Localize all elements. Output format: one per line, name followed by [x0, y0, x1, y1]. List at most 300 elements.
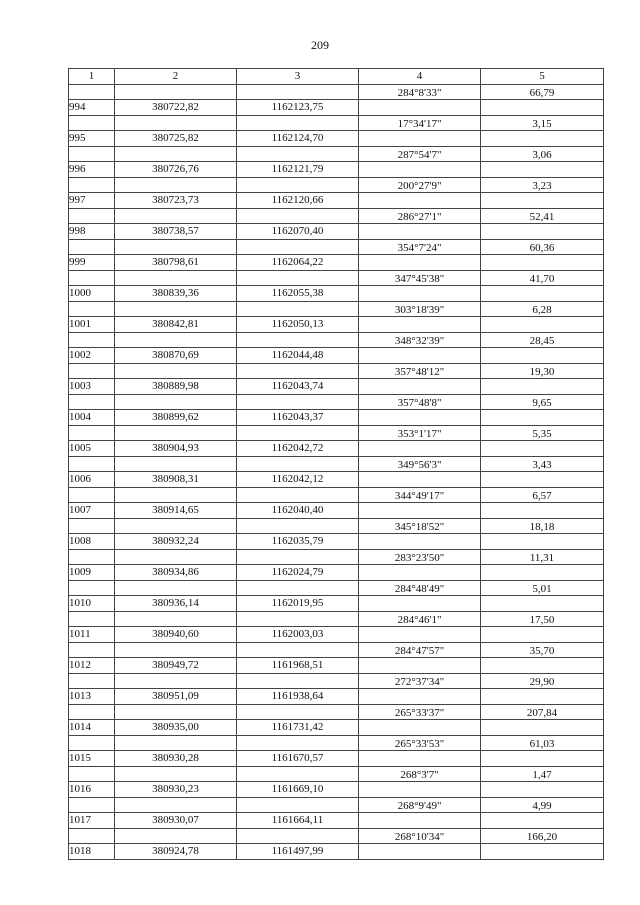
- cell-point-number: [69, 394, 115, 410]
- table-row: [69, 270, 604, 286]
- cell-y-coordinate: 1162044,48: [237, 348, 359, 364]
- table-row: [69, 146, 604, 162]
- cell-direction-angle: 287°54'7": [359, 146, 481, 162]
- cell-distance: [481, 658, 604, 674]
- cell-x-coordinate: [115, 580, 237, 596]
- cell-point-number: [69, 239, 115, 255]
- table-row: [69, 813, 604, 829]
- cell-direction-angle: [359, 410, 481, 426]
- cell-distance: [481, 565, 604, 581]
- cell-direction-angle: [359, 317, 481, 333]
- cell-x-coordinate: 380842,81: [115, 317, 237, 333]
- cell-y-coordinate: [237, 766, 359, 782]
- table-row: [69, 332, 604, 348]
- cell-direction-angle: 349°56'3": [359, 456, 481, 472]
- table-row: [69, 456, 604, 472]
- cell-y-coordinate: [237, 549, 359, 565]
- cell-y-coordinate: [237, 270, 359, 286]
- cell-direction-angle: 357°48'8": [359, 394, 481, 410]
- cell-x-coordinate: 380722,82: [115, 100, 237, 116]
- cell-x-coordinate: 380726,76: [115, 162, 237, 178]
- cell-x-coordinate: [115, 270, 237, 286]
- cell-y-coordinate: [237, 115, 359, 131]
- cell-distance: [481, 472, 604, 488]
- cell-x-coordinate: 380930,07: [115, 813, 237, 829]
- cell-point-number: 1014: [69, 720, 115, 736]
- cell-x-coordinate: [115, 549, 237, 565]
- table-row: [69, 239, 604, 255]
- table-row: [69, 84, 604, 100]
- table-row: [69, 658, 604, 674]
- cell-x-coordinate: 380899,62: [115, 410, 237, 426]
- cell-distance: [481, 782, 604, 798]
- table-row: [69, 565, 604, 581]
- table-row: [69, 224, 604, 240]
- cell-distance: 3,15: [481, 115, 604, 131]
- table-row: [69, 534, 604, 550]
- cell-y-coordinate: [237, 177, 359, 193]
- cell-direction-angle: 348°32'39": [359, 332, 481, 348]
- cell-point-number: 998: [69, 224, 115, 240]
- cell-direction-angle: [359, 658, 481, 674]
- cell-y-coordinate: 1162024,79: [237, 565, 359, 581]
- table-row: [69, 317, 604, 333]
- cell-direction-angle: [359, 627, 481, 643]
- cell-direction-angle: [359, 441, 481, 457]
- table-row: [69, 301, 604, 317]
- cell-direction-angle: [359, 782, 481, 798]
- cell-distance: 19,30: [481, 363, 604, 379]
- cell-x-coordinate: [115, 146, 237, 162]
- cell-direction-angle: 283°23'50": [359, 549, 481, 565]
- cell-direction-angle: 17°34'17": [359, 115, 481, 131]
- cell-point-number: [69, 704, 115, 720]
- table-row: [69, 177, 604, 193]
- cell-point-number: [69, 797, 115, 813]
- cell-point-number: [69, 115, 115, 131]
- cell-x-coordinate: 380723,73: [115, 193, 237, 209]
- cell-x-coordinate: 380908,31: [115, 472, 237, 488]
- cell-x-coordinate: [115, 394, 237, 410]
- cell-point-number: 994: [69, 100, 115, 116]
- cell-direction-angle: [359, 751, 481, 767]
- cell-y-coordinate: 1162019,95: [237, 596, 359, 612]
- cell-direction-angle: 272°37'34": [359, 673, 481, 689]
- cell-point-number: [69, 425, 115, 441]
- cell-point-number: [69, 84, 115, 100]
- cell-distance: [481, 131, 604, 147]
- cell-distance: 6,28: [481, 301, 604, 317]
- cell-distance: 1,47: [481, 766, 604, 782]
- cell-direction-angle: 357°48'12": [359, 363, 481, 379]
- cell-direction-angle: [359, 844, 481, 860]
- cell-distance: [481, 410, 604, 426]
- cell-direction-angle: 286°27'1": [359, 208, 481, 224]
- table-row: [69, 720, 604, 736]
- table-row: [69, 162, 604, 178]
- table-row: [69, 704, 604, 720]
- cell-distance: 166,20: [481, 828, 604, 844]
- cell-direction-angle: [359, 565, 481, 581]
- cell-distance: [481, 689, 604, 705]
- cell-x-coordinate: [115, 115, 237, 131]
- table-row: [69, 487, 604, 503]
- cell-direction-angle: 268°3'7": [359, 766, 481, 782]
- table-row: [69, 100, 604, 116]
- table-row: [69, 379, 604, 395]
- cell-direction-angle: 344°49'17": [359, 487, 481, 503]
- cell-direction-angle: 268°9'49": [359, 797, 481, 813]
- cell-y-coordinate: [237, 735, 359, 751]
- cell-point-number: 995: [69, 131, 115, 147]
- cell-x-coordinate: 380935,00: [115, 720, 237, 736]
- cell-direction-angle: 345°18'52": [359, 518, 481, 534]
- cell-distance: [481, 627, 604, 643]
- cell-x-coordinate: [115, 611, 237, 627]
- table-row: [69, 673, 604, 689]
- page-number: 209: [311, 38, 329, 52]
- cell-y-coordinate: 1162050,13: [237, 317, 359, 333]
- cell-point-number: 1001: [69, 317, 115, 333]
- cell-x-coordinate: [115, 208, 237, 224]
- cell-y-coordinate: 1162043,74: [237, 379, 359, 395]
- cell-x-coordinate: [115, 177, 237, 193]
- cell-x-coordinate: 380924,78: [115, 844, 237, 860]
- cell-y-coordinate: 1162123,75: [237, 100, 359, 116]
- cell-distance: [481, 255, 604, 271]
- cell-x-coordinate: [115, 363, 237, 379]
- cell-distance: 52,41: [481, 208, 604, 224]
- cell-distance: [481, 844, 604, 860]
- cell-distance: 35,70: [481, 642, 604, 658]
- cell-point-number: [69, 363, 115, 379]
- cell-direction-angle: 284°8'33": [359, 84, 481, 100]
- table-row: [69, 797, 604, 813]
- cell-y-coordinate: 1162042,72: [237, 441, 359, 457]
- table-row: [69, 255, 604, 271]
- cell-x-coordinate: 380930,28: [115, 751, 237, 767]
- cell-y-coordinate: [237, 518, 359, 534]
- cell-direction-angle: 284°48'49": [359, 580, 481, 596]
- table-body: [69, 84, 604, 859]
- cell-distance: [481, 286, 604, 302]
- cell-point-number: 1017: [69, 813, 115, 829]
- cell-y-coordinate: 1162035,79: [237, 534, 359, 550]
- table-row: [69, 425, 604, 441]
- cell-point-number: [69, 456, 115, 472]
- cell-y-coordinate: [237, 84, 359, 100]
- cell-y-coordinate: [237, 611, 359, 627]
- cell-x-coordinate: 380798,61: [115, 255, 237, 271]
- cell-direction-angle: [359, 503, 481, 519]
- cell-distance: [481, 224, 604, 240]
- cell-point-number: [69, 332, 115, 348]
- cell-point-number: 1007: [69, 503, 115, 519]
- table-row: [69, 503, 604, 519]
- table-row: [69, 596, 604, 612]
- cell-x-coordinate: 380936,14: [115, 596, 237, 612]
- cell-x-coordinate: [115, 301, 237, 317]
- cell-y-coordinate: 1161968,51: [237, 658, 359, 674]
- cell-x-coordinate: 380839,36: [115, 286, 237, 302]
- cell-y-coordinate: 1161669,10: [237, 782, 359, 798]
- cell-y-coordinate: [237, 425, 359, 441]
- cell-point-number: [69, 208, 115, 224]
- cell-point-number: 1016: [69, 782, 115, 798]
- column-header-y: 3: [237, 69, 359, 85]
- cell-point-number: 1009: [69, 565, 115, 581]
- table-row: [69, 208, 604, 224]
- cell-y-coordinate: [237, 239, 359, 255]
- cell-x-coordinate: 380889,98: [115, 379, 237, 395]
- cell-y-coordinate: 1162070,40: [237, 224, 359, 240]
- cell-y-coordinate: [237, 828, 359, 844]
- table-row: [69, 115, 604, 131]
- table-row: [69, 518, 604, 534]
- cell-point-number: 999: [69, 255, 115, 271]
- cell-y-coordinate: 1162121,79: [237, 162, 359, 178]
- cell-distance: [481, 379, 604, 395]
- cell-point-number: 1005: [69, 441, 115, 457]
- cell-distance: 60,36: [481, 239, 604, 255]
- cell-distance: 5,01: [481, 580, 604, 596]
- table-row: [69, 394, 604, 410]
- cell-distance: 17,50: [481, 611, 604, 627]
- cell-x-coordinate: [115, 766, 237, 782]
- column-header-angle: 4: [359, 69, 481, 85]
- cell-distance: 3,23: [481, 177, 604, 193]
- cell-distance: 4,99: [481, 797, 604, 813]
- table-row: [69, 580, 604, 596]
- cell-x-coordinate: 380738,57: [115, 224, 237, 240]
- cell-direction-angle: 353°1'17": [359, 425, 481, 441]
- cell-direction-angle: 268°10'34": [359, 828, 481, 844]
- cell-point-number: 1015: [69, 751, 115, 767]
- cell-y-coordinate: [237, 704, 359, 720]
- table-row: [69, 472, 604, 488]
- coordinates-table: [68, 68, 604, 860]
- cell-distance: 6,57: [481, 487, 604, 503]
- cell-x-coordinate: 380930,23: [115, 782, 237, 798]
- cell-distance: 3,43: [481, 456, 604, 472]
- cell-distance: [481, 348, 604, 364]
- cell-x-coordinate: [115, 239, 237, 255]
- cell-y-coordinate: [237, 673, 359, 689]
- cell-x-coordinate: 380934,86: [115, 565, 237, 581]
- cell-x-coordinate: [115, 642, 237, 658]
- cell-x-coordinate: [115, 332, 237, 348]
- cell-y-coordinate: [237, 580, 359, 596]
- cell-point-number: 1006: [69, 472, 115, 488]
- cell-y-coordinate: 1162120,66: [237, 193, 359, 209]
- cell-distance: [481, 813, 604, 829]
- table-row: [69, 441, 604, 457]
- cell-x-coordinate: [115, 456, 237, 472]
- cell-distance: [481, 503, 604, 519]
- cell-distance: 9,65: [481, 394, 604, 410]
- cell-y-coordinate: 1161938,64: [237, 689, 359, 705]
- cell-distance: [481, 193, 604, 209]
- cell-x-coordinate: 380951,09: [115, 689, 237, 705]
- cell-point-number: 1003: [69, 379, 115, 395]
- cell-point-number: [69, 177, 115, 193]
- table-row: [69, 689, 604, 705]
- column-header-distance: 5: [481, 69, 604, 85]
- cell-y-coordinate: 1162003,03: [237, 627, 359, 643]
- cell-direction-angle: [359, 472, 481, 488]
- cell-direction-angle: [359, 255, 481, 271]
- cell-distance: [481, 751, 604, 767]
- cell-distance: 11,31: [481, 549, 604, 565]
- cell-direction-angle: 200°27'9": [359, 177, 481, 193]
- cell-point-number: 997: [69, 193, 115, 209]
- cell-distance: 5,35: [481, 425, 604, 441]
- cell-y-coordinate: [237, 487, 359, 503]
- cell-point-number: [69, 270, 115, 286]
- cell-x-coordinate: [115, 84, 237, 100]
- cell-x-coordinate: 380725,82: [115, 131, 237, 147]
- cell-direction-angle: [359, 193, 481, 209]
- cell-y-coordinate: 1162040,40: [237, 503, 359, 519]
- cell-point-number: 1004: [69, 410, 115, 426]
- cell-distance: 41,70: [481, 270, 604, 286]
- cell-point-number: [69, 549, 115, 565]
- cell-x-coordinate: 380949,72: [115, 658, 237, 674]
- cell-direction-angle: [359, 348, 481, 364]
- cell-point-number: [69, 673, 115, 689]
- cell-distance: 3,06: [481, 146, 604, 162]
- cell-y-coordinate: 1162124,70: [237, 131, 359, 147]
- cell-point-number: [69, 611, 115, 627]
- cell-distance: 18,18: [481, 518, 604, 534]
- cell-x-coordinate: [115, 735, 237, 751]
- cell-direction-angle: [359, 162, 481, 178]
- cell-x-coordinate: [115, 487, 237, 503]
- cell-point-number: [69, 642, 115, 658]
- cell-distance: 207,84: [481, 704, 604, 720]
- cell-direction-angle: [359, 596, 481, 612]
- cell-direction-angle: 265°33'37": [359, 704, 481, 720]
- cell-direction-angle: [359, 131, 481, 147]
- cell-distance: 61,03: [481, 735, 604, 751]
- cell-point-number: [69, 735, 115, 751]
- cell-distance: [481, 720, 604, 736]
- cell-point-number: 1000: [69, 286, 115, 302]
- table-row: [69, 735, 604, 751]
- table-row: [69, 286, 604, 302]
- cell-direction-angle: 303°18'39": [359, 301, 481, 317]
- cell-direction-angle: 284°46'1": [359, 611, 481, 627]
- table-row: [69, 410, 604, 426]
- cell-point-number: 1010: [69, 596, 115, 612]
- cell-y-coordinate: [237, 642, 359, 658]
- table-row: [69, 193, 604, 209]
- cell-y-coordinate: [237, 363, 359, 379]
- cell-point-number: [69, 580, 115, 596]
- cell-y-coordinate: [237, 332, 359, 348]
- cell-distance: 29,90: [481, 673, 604, 689]
- cell-distance: [481, 441, 604, 457]
- cell-point-number: 1012: [69, 658, 115, 674]
- cell-y-coordinate: [237, 208, 359, 224]
- cell-direction-angle: [359, 720, 481, 736]
- cell-point-number: 996: [69, 162, 115, 178]
- cell-x-coordinate: 380904,93: [115, 441, 237, 457]
- table-header: [69, 69, 604, 85]
- cell-x-coordinate: [115, 673, 237, 689]
- header-row: [69, 69, 604, 85]
- cell-distance: [481, 162, 604, 178]
- cell-distance: [481, 596, 604, 612]
- cell-direction-angle: 284°47'57": [359, 642, 481, 658]
- table-row: [69, 131, 604, 147]
- cell-distance: [481, 534, 604, 550]
- cell-direction-angle: [359, 286, 481, 302]
- cell-x-coordinate: 380870,69: [115, 348, 237, 364]
- table-row: [69, 766, 604, 782]
- cell-point-number: [69, 518, 115, 534]
- table-row: [69, 611, 604, 627]
- table-row: [69, 363, 604, 379]
- cell-y-coordinate: 1161670,57: [237, 751, 359, 767]
- cell-x-coordinate: 380940,60: [115, 627, 237, 643]
- table-row: [69, 549, 604, 565]
- table-row: [69, 348, 604, 364]
- cell-x-coordinate: [115, 797, 237, 813]
- cell-point-number: 1018: [69, 844, 115, 860]
- cell-distance: 28,45: [481, 332, 604, 348]
- cell-direction-angle: 265°33'53": [359, 735, 481, 751]
- cell-point-number: 1002: [69, 348, 115, 364]
- cell-x-coordinate: [115, 518, 237, 534]
- cell-y-coordinate: 1161664,11: [237, 813, 359, 829]
- cell-point-number: [69, 301, 115, 317]
- cell-direction-angle: [359, 689, 481, 705]
- cell-y-coordinate: 1161497,99: [237, 844, 359, 860]
- cell-x-coordinate: 380914,65: [115, 503, 237, 519]
- cell-y-coordinate: 1162043,37: [237, 410, 359, 426]
- table-row: [69, 627, 604, 643]
- cell-direction-angle: 354°7'24": [359, 239, 481, 255]
- cell-distance: [481, 100, 604, 116]
- cell-y-coordinate: 1162042,12: [237, 472, 359, 488]
- cell-point-number: 1011: [69, 627, 115, 643]
- cell-x-coordinate: [115, 704, 237, 720]
- cell-y-coordinate: [237, 301, 359, 317]
- cell-y-coordinate: [237, 394, 359, 410]
- table-row: [69, 751, 604, 767]
- column-header-point: 1: [69, 69, 115, 85]
- cell-x-coordinate: 380932,24: [115, 534, 237, 550]
- cell-point-number: [69, 828, 115, 844]
- cell-direction-angle: [359, 379, 481, 395]
- cell-y-coordinate: [237, 456, 359, 472]
- cell-x-coordinate: [115, 828, 237, 844]
- cell-x-coordinate: [115, 425, 237, 441]
- cell-distance: 66,79: [481, 84, 604, 100]
- cell-direction-angle: [359, 224, 481, 240]
- table-row: [69, 782, 604, 798]
- table-row: [69, 844, 604, 860]
- cell-direction-angle: [359, 813, 481, 829]
- cell-point-number: [69, 487, 115, 503]
- cell-direction-angle: [359, 534, 481, 550]
- column-header-x: 2: [115, 69, 237, 85]
- cell-y-coordinate: 1162064,22: [237, 255, 359, 271]
- cell-point-number: [69, 766, 115, 782]
- cell-direction-angle: 347°45'38": [359, 270, 481, 286]
- cell-y-coordinate: 1162055,38: [237, 286, 359, 302]
